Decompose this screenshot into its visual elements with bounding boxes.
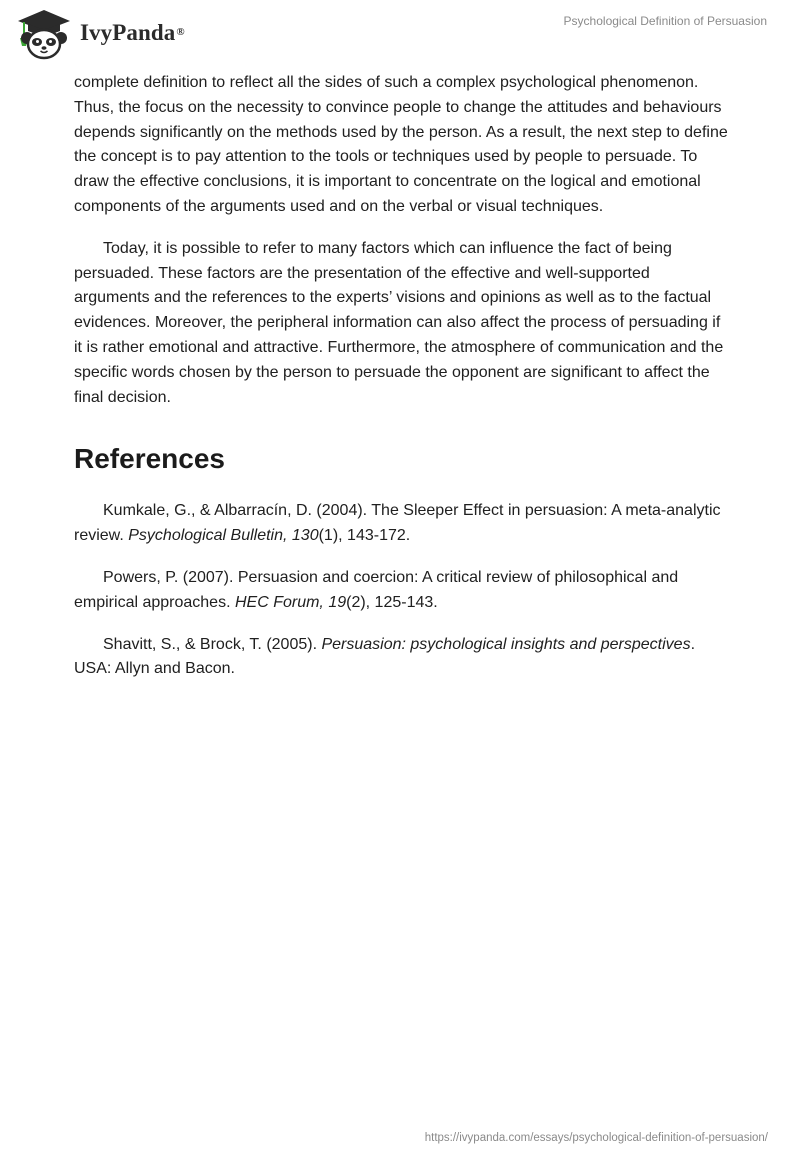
body-paragraph-1: complete definition to reflect all the sides of such a complex psychological phenomenon. Thus, the focus on the necessity to convince people to change the attitudes and behaviours depends significantly on the methods used by the person. As a result, the next step to define the concept is to pay attention to the tools or techniques used by people to persuade. To draw the effective conclusions, it is important to concentrate on the logical and emotional components of the arguments used and on the verbal or visual techniques.	[74, 74, 728, 215]
reference-book-title: Persuasion: psychological insights and perspectives	[321, 635, 691, 653]
body-paragraph-2: Today, it is possible to refer to many factors which can influence the fact of being persuaded. These factors are the presentation of the effective and well-supported arguments and the references to the experts’ visions and opinions as well as to the factual evidences. Moreover, the peripheral information can also affect the process of persuading if it is rather emotional and attractive. Furthermore, the atmosphere of communication and the specific words chosen by the person to persuade the opponent are significant to affect the final decision.	[74, 239, 724, 406]
essay-content	[74, 71, 728, 699]
reference-item-1: Kumkale, G., & Albarracín, D. (2004). The Sleeper Effect in persuasion: A meta-analytic review. Psychological Bulletin, 130(1), 143-172.	[74, 502, 721, 545]
reference-item-3: Shavitt, S., & Brock, T. (2005). Persuasion: psychological insights and perspectives. USA: Allyn and Bacon.	[74, 635, 696, 678]
reference-item-2: Powers, P. (2007). Persuasion and coercion: A critical review of philosophical and empirical approaches. HEC Forum, 19(2), 125-143.	[74, 568, 679, 611]
brand-name: IvyPanda®	[80, 20, 185, 45]
reference-journal: HEC Forum, 19	[234, 593, 347, 611]
registered-mark: ®	[176, 26, 185, 38]
references-heading: References	[74, 443, 225, 475]
panda-graduation-cap-icon	[14, 8, 74, 60]
source-url-link[interactable]: https://ivypanda.com/essays/psychological-definition-of-persuasion/	[424, 1132, 768, 1144]
reference-journal: Psychological Bulletin, 130	[128, 527, 319, 545]
document-title: Psychological Definition of Persuasion	[563, 14, 767, 28]
brand-logo[interactable]	[14, 8, 185, 60]
references-list	[74, 499, 728, 682]
